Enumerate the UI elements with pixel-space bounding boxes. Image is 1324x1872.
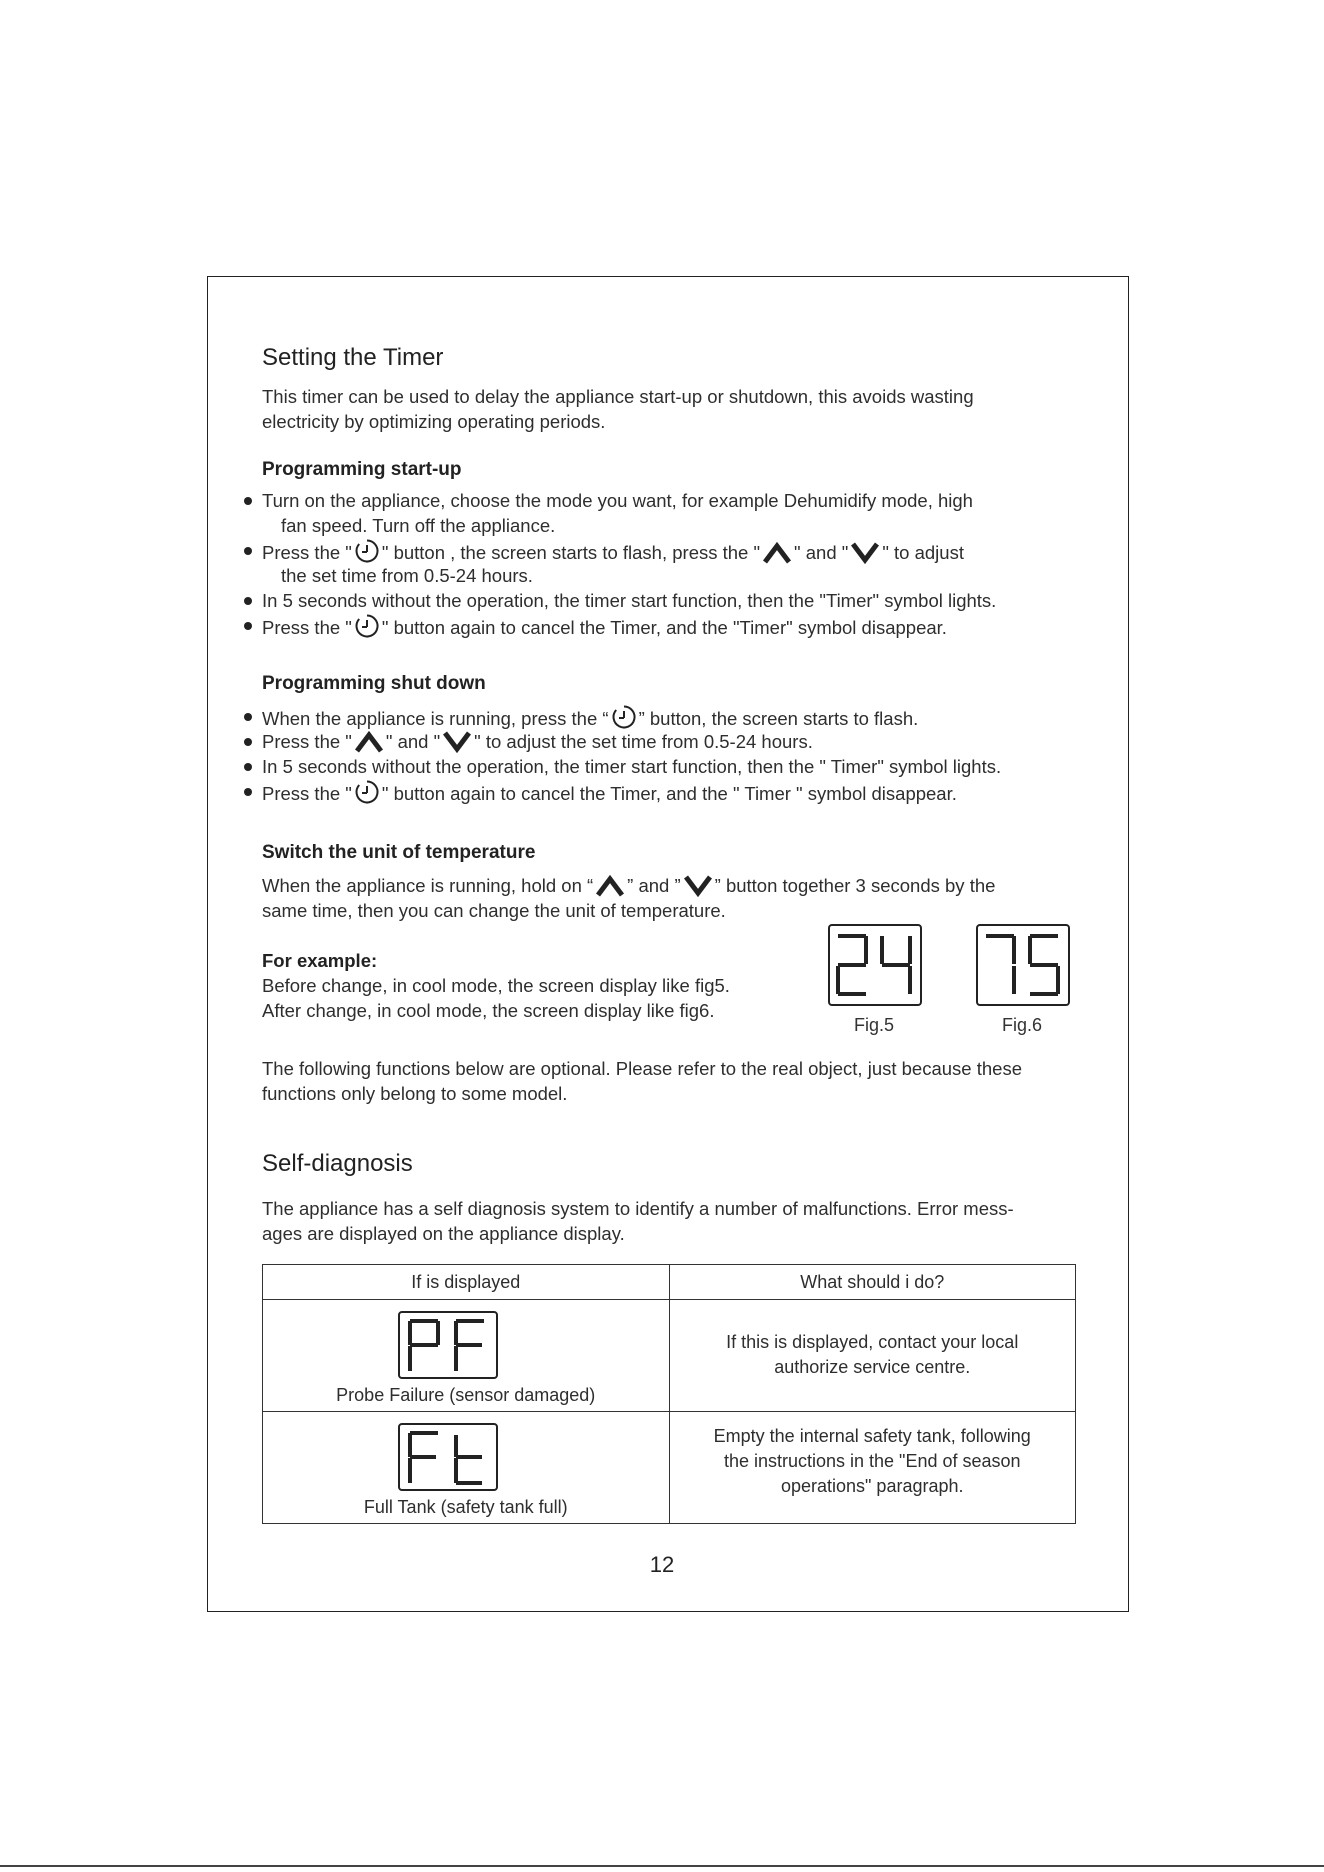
- down-arrow-icon: [683, 875, 713, 897]
- temperature-line2: same time, then you can change the unit of temperature.: [262, 900, 726, 921]
- startup-bullet-1-cont: fan speed. Turn off the appliance.: [281, 515, 556, 536]
- col-header-action: What should i do?: [669, 1265, 1076, 1300]
- down-arrow-icon: [850, 542, 880, 564]
- shutdown-bullet-4: Press the " " button again to cancel the Timer, and the " Timer " symbol disappear.: [262, 779, 957, 806]
- clock-icon: [354, 538, 380, 564]
- timer-title: Setting the Timer: [262, 344, 444, 371]
- startup-heading: Programming start-up: [262, 459, 462, 480]
- startup-bullet-2: Press the " " button , the screen starts to flash, press the " " and " " to adjust: [262, 538, 964, 565]
- ft-display: [398, 1423, 498, 1491]
- ft-action-line3: operations" paragraph.: [780, 1476, 964, 1496]
- shutdown-bullet-3: In 5 seconds without the operation, the timer start function, then the " Timer" symbol lights.: [262, 756, 1002, 777]
- fig6-segments: [978, 926, 1068, 1004]
- error-cell-pf: [263, 1300, 670, 1412]
- startup-bullet-1: Turn on the appliance, choose the mode you want, for example Dehumidify mode, high: [262, 490, 973, 511]
- error-table: [262, 1264, 1076, 1524]
- up-arrow-icon: [354, 731, 384, 753]
- action-cell-ft: [669, 1412, 1076, 1524]
- diagnosis-title: Self-diagnosis: [262, 1150, 413, 1177]
- startup-bullet-3: In 5 seconds without the operation, the timer start function, then the "Timer" symbol lights.: [262, 590, 997, 611]
- pf-action-line1: If this is displayed, contact your local: [726, 1332, 1019, 1352]
- ft-action-line1: Empty the internal safety tank, following: [713, 1426, 1031, 1446]
- fig5-display: [828, 924, 922, 1006]
- error-cell-ft: [263, 1412, 670, 1524]
- fig5-segments: [830, 926, 920, 1004]
- up-arrow-icon: [762, 542, 792, 564]
- up-arrow-icon: [595, 875, 625, 897]
- optional-line1: The following functions below are optional. Please refer to the real object, just because these: [262, 1058, 1022, 1079]
- bottom-rule: [0, 1865, 1324, 1867]
- down-arrow-icon: [442, 731, 472, 753]
- timer-intro-line1: This timer can be used to delay the appliance start-up or shutdown, this avoids wasting: [262, 386, 974, 407]
- shutdown-bullet-2: Press the " " and " " to adjust the set time from 0.5-24 hours.: [262, 731, 813, 752]
- example-before: Before change, in cool mode, the screen display like fig5.: [262, 975, 730, 996]
- example-label: For example:: [262, 950, 378, 971]
- col-header-displayed: If is displayed: [263, 1265, 670, 1300]
- ft-label: Full Tank (safety tank full): [363, 1497, 568, 1517]
- temperature-heading: Switch the unit of temperature: [262, 842, 536, 863]
- startup-bullet-2-cont: the set time from 0.5-24 hours.: [281, 565, 533, 586]
- example-after: After change, in cool mode, the screen display like fig6.: [262, 1000, 715, 1021]
- pf-segments: [400, 1313, 496, 1377]
- timer-intro-line2: electricity by optimizing operating periods.: [262, 411, 606, 432]
- clock-icon: [354, 613, 380, 639]
- table-header-row: [263, 1265, 1076, 1300]
- pf-action-line2: authorize service centre.: [774, 1357, 971, 1377]
- fig6-display: [976, 924, 1070, 1006]
- optional-line2: functions only belong to some model.: [262, 1083, 568, 1104]
- page-number: 12: [649, 1552, 675, 1577]
- diagnosis-intro-line2: ages are displayed on the appliance display.: [262, 1223, 625, 1244]
- ft-action-line2: the instructions in the "End of season: [723, 1451, 1021, 1471]
- startup-bullet-4: Press the " " button again to cancel the Timer, and the "Timer" symbol disappear.: [262, 613, 947, 640]
- ft-segments: [400, 1425, 496, 1489]
- fig5-caption: Fig.5: [854, 1015, 895, 1035]
- table-row: [263, 1412, 1076, 1524]
- shutdown-bullet-1: When the appliance is running, press the “ ” button, the screen starts to flash.: [262, 704, 918, 731]
- pf-display: [398, 1311, 498, 1379]
- action-cell-pf: [669, 1300, 1076, 1412]
- clock-icon: [611, 704, 637, 730]
- temperature-line1: When the appliance is running, hold on “ ” and ” ” button together 3 seconds by the: [262, 875, 996, 896]
- clock-icon: [354, 779, 380, 805]
- table-row: [263, 1300, 1076, 1412]
- fig6-caption: Fig.6: [1002, 1015, 1043, 1035]
- pf-label: Probe Failure (sensor damaged): [336, 1385, 596, 1405]
- diagnosis-intro-line1: The appliance has a self diagnosis system to identify a number of malfunctions. Error mess-: [262, 1198, 1014, 1219]
- shutdown-heading: Programming shut down: [262, 673, 486, 694]
